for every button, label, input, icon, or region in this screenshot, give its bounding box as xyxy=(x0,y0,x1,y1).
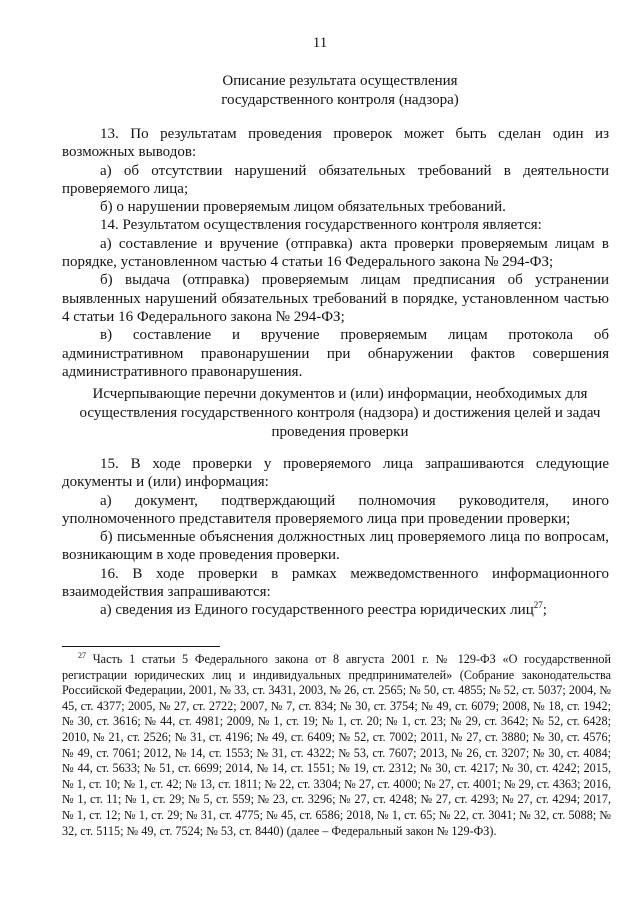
paragraph: б) о нарушении проверяемым лицом обязательных требований. xyxy=(100,199,506,216)
paragraph: 14. Результатом осуществления государственного контроля является: xyxy=(100,217,542,234)
paragraph xyxy=(62,601,609,619)
heading-line: государственного контроля (надзора) xyxy=(221,92,459,108)
paragraph-tail: ; xyxy=(542,602,547,619)
section-heading-documents xyxy=(60,385,620,442)
paragraph: 16. В ходе проверки в рамках межведомственного информационного взаимодействия запрашиваются: xyxy=(62,565,609,601)
paragraph: 15. В ходе проверки у проверяемого лица запрашиваются следующие документы и (или) информация: xyxy=(62,456,609,491)
footnote-text: Часть 1 статьи 5 Федерального закона от 8 августа 2001 г. № 129-ФЗ «О государственной регистрации юридических лиц и индивидуальных предпринимателей» (Собрание законодательства Российской Федерации, 2001, № 33, ст. 3431, 2003, № 26, ст. 2565; № 50, ст. 4855; № 52, ст. 5037; 2004, № 45, ст. 4377; 2005, № 27, ст. 2722; 2007, № 7, ст. 834; № 30, ст. 3754; № 49, ст. 6079; 2008, № 18, ст. 1942; № 30, ст. 3616; № 44, ст. 4981; 2009, № 1, ст. 19; № 1, ст. 20; № 1, ст. 23; № 29, ст. 3642; № 52, ст. 6428; 2010, № 21, ст. 2526; № 31, ст. 4196; № 49, ст. 6409; № 52, ст. 7002; 2011, № 27, ст. 3880; № 30, ст. 4576; № 49, ст. 7061; 2012, № 14, ст. 1553; № 31, ст. 4322; № 53, ст. 7607; 2013, № 26, ст. 3207; № 30, ст. 4084; № 44, ст. 5633; № 51, ст. 6699; 2014, № 14, ст. 1551; № 19, ст. 2312; № 30, ст. 4217; № 30, ст. 4242; 2015, № 1, ст. 10; № 1, ст. 42; № 13, ст. 1811; № 22, ст. 3304; № 27, ст. 4000; № 27, ст. 4001; № 29, ст. 4363; 2016, № 1, ст. 11; № 1, ст. 29; № 5, ст. 559; № 23, ст. 3296; № 27, ст. 4248; № 27, ст. 4293; № 27, ст. 4294; 2017, № 1, ст. 12; № 1, ст. 29; № 31, ст. 4775; № 45, ст. 6586; 2018, № 1, ст. 65; № 22, ст. 3041; № 32, ст. 5088; № 32, ст. 5115; № 49, ст. 7524; № 53, ст. 8440) (далее – Федеральный закон № 129-ФЗ). xyxy=(62,652,611,838)
result-section-body xyxy=(62,125,609,381)
heading-line: Описание результата осуществления xyxy=(222,73,458,89)
paragraph: б) письменные объяснения должностных лиц проверяемого лица по вопросам, возникающим в ходе проведения проверки. xyxy=(62,529,609,564)
page-number: 11 xyxy=(312,35,328,51)
paragraph: 13. По результатам проведения проверок может быть сделан один из возможных выводов: xyxy=(62,126,609,161)
heading-line: Исчерпывающие перечни документов и (или) информации, необходимых для xyxy=(92,386,588,402)
paragraph: в) составление и вручение проверяемым лицам протокола об административном правонарушении при обнаружении фактов совершения административного правонарушения. xyxy=(62,327,609,380)
footnote xyxy=(62,652,611,839)
footnote-separator xyxy=(62,646,220,647)
footnote-reference[interactable]: 27 xyxy=(533,600,543,611)
documents-section-body xyxy=(62,455,609,620)
heading-line: осуществления государственного контроля (надзора) и достижения целей и задач xyxy=(79,405,601,421)
paragraph: а) составление и вручение (отправка) акта проверки проверяемым лицам в порядке, установленном частью 4 статьи 16 Федерального закона № 294-ФЗ; xyxy=(62,235,609,271)
paragraph: а) документ, подтверждающий полномочия руководителя, иного уполномоченного представителя проверяемого лица при проведении проверки; xyxy=(62,492,609,527)
paragraph-text: а) сведения из Единого государственного реестра юридических лиц xyxy=(100,602,534,619)
footnote-number: 27 xyxy=(78,650,86,660)
heading-line: проведения проверки xyxy=(271,424,409,440)
section-heading-result xyxy=(60,72,620,110)
paragraph: а) об отсутствии нарушений обязательных требований в деятельности проверяемого лица; xyxy=(62,162,609,197)
paragraph: б) выдача (отправка) проверяемым лицам предписания об устранении выявленных нарушений обязательных требований в порядке, установленном частью 4 статьи 16 Федерального закона № 294-ФЗ; xyxy=(62,272,609,325)
